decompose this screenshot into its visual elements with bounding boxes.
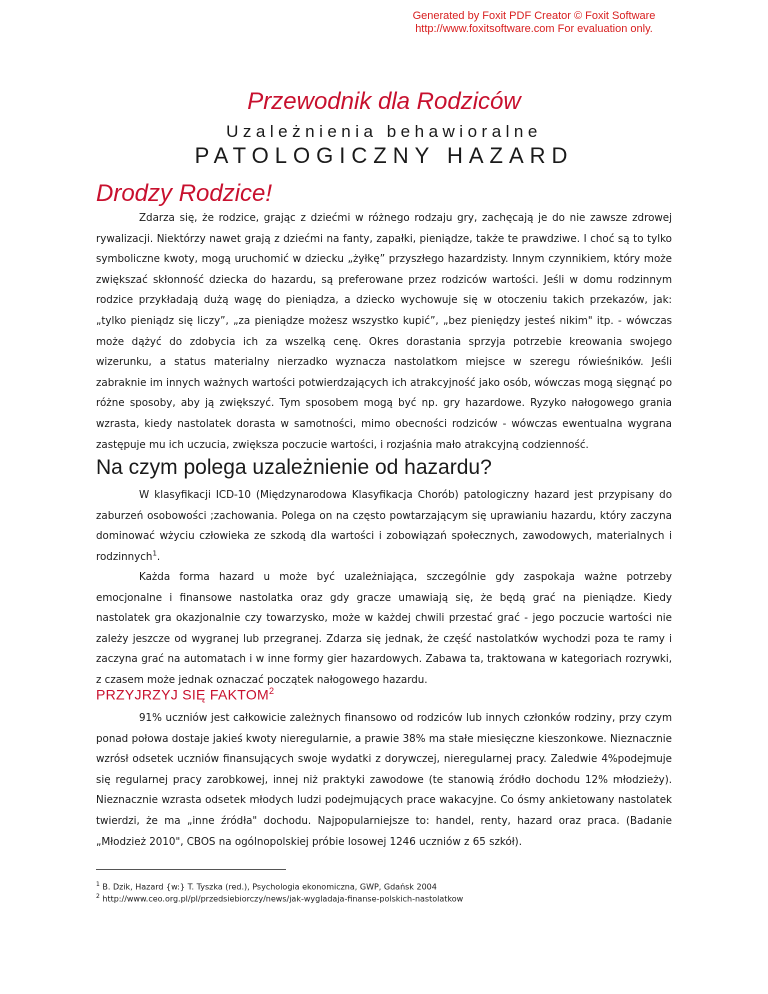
footnote-1-number: 1	[96, 881, 100, 888]
addiction-paragraph-1-end: .	[156, 550, 161, 563]
footnote-divider	[96, 869, 286, 870]
footnote-1-text: B. Dzik, Hazard {w:} T. Tyszka (red.), Psychologia ekonomiczna, GWP, Gdańsk 2004	[102, 882, 437, 892]
section-heading-dear-parents: Drodzy Rodzice!	[96, 180, 273, 207]
facts-heading-text: PRZYJRZYJ SIĘ FAKTOM	[96, 686, 269, 703]
intro-paragraph: Zdarza się, że rodzice, grając z dziećmi w różnego rodzaju gry, zachęcają je do nie zawsze zdrowej rywalizacji. Niektórzy nawet grają z dziećmi na fanty, zapałki, pieniądze, także te prawdziwe. I choć są to tylko symboliczne kwoty, mogą uruchomić w dziecku „żyłkę” przyszłego hazardzisty. Innym czynnikiem, który może zwiększać skłonność dziecka do hazardu, są preferowane przez rodziców wartości. Jeśli w domu rodzinnym rodzice przykładają dużą wagę do pieniądza, a dziecko wychowuje się w otoczeniu takich przekazów, jak: „tylko pieniądz się liczy”, „za pieniądze możesz wszystko kupić”, „bez pieniędzy jesteś nikim" itp. - wówczas może dążyć do zdobycia ich za wszelką cenę. Okres dorastania sprzyja potrzebie kreowania swojego wizerunku, a status materialny nierzadko wyznacza nastolatkom miejsce w szeregu rówieśników. Jeśli zabraknie im innych ważnych wartości potwierdzających ich atrakcyjność jako osób, wówczas mogą sięgnąć po różne sposoby, aby ją zwiększyć. Tym sposobem mogą być np. gry hazardowe. Ryzyko nałogowego grania wzrasta, kiedy nastolatek dorasta w samotności, mimo obecności rodziców - wówczas ewentualna wygrana zastępuje mu ich uczucia, zwiększa poczucie wartości, i rozjaśnia mało atrakcyjną codzienność.	[96, 212, 672, 451]
footnote-ref-2[interactable]: 2	[269, 686, 275, 696]
footnote-2-link[interactable]: http://www.ceo.org.pl/pl/przedsiebiorczy/news/jak-wygladaja-finanse-polskich-nastolatkow	[102, 894, 464, 904]
page-subtitle: Uzależnienia behawioralne	[226, 122, 542, 141]
main-topic-title: PATOLOGICZNY HAZARD	[194, 143, 574, 168]
section-heading-addiction: Na czym polega uzależnienie od hazardu?	[96, 456, 492, 479]
footnote-ref-1[interactable]: 1	[152, 549, 157, 558]
watermark	[384, 10, 684, 36]
page-title: Przewodnik dla Rodziców	[247, 88, 521, 115]
watermark-line-2: http://www.foxitsoftware.com For evaluation only.	[415, 23, 653, 35]
addiction-paragraph-2: Każda forma hazard u może być uzależniająca, szczególnie gdy zaspokaja ważne potrzeby emocjonalne i finansowe nastolatka oraz gdy gracze umawiają się, że będą grać na pieniądze. Kiedy nastolatek gra okazjonalnie czy towarzysko, może w każdej chwili przestać grać - jego poczucie wartości nie zależy jeszcze od wygranej lub przegranej. Zdarza się jednak, że część nastolatków wychodzi poza te ramy i zaczyna grać na automatach i w inne formy gier hazardowych. Zabawa ta, traktowana w kategoriach rozrywki, z czasem może jednak oznaczać początek nałogowego hazardu.	[96, 571, 672, 686]
addiction-paragraph-1-text: W klasyfikacji ICD-10 (Międzynarodowa Klasyfikacja Chorób) patologiczny hazard jest przypisany do zaburzeń osobowości ;zachowania. Polega on na często powtarzającym się uprawianiu hazardu, który zaczyna dominować wżyciu człowieka ze szkodą dla wartości i zobowiązań społecznych, zawodowych, materialnych i rodzinnych	[96, 489, 672, 563]
addiction-paragraph-1	[96, 485, 672, 567]
watermark-line-1: Generated by Foxit PDF Creator © Foxit Software	[412, 10, 656, 22]
footnote-1	[96, 880, 437, 893]
section-heading-facts	[96, 686, 274, 703]
facts-paragraph: 91% uczniów jest całkowicie zależnych finansowo od rodziców lub innych członków rodziny, przy czym ponad połowa dostaje jakieś kwoty nieregularnie, a prawie 38% ma stałe miesięczne kieszonkowe. Nieznacznie wzrósł odsetek uczniów finansujących swoje wydatki z dorywczej, nieregularnej pracy. Zaledwie 4%podejmuje się regularnej pracy zarobkowej, innej niż praktyki zawodowe (te stanowią źródło dochodu 12% młodzieży). Nieznacznie wzrasta odsetek młodych ludzi podejmujących prace wakacyjne. Co ósmy ankietowany nastolatek twierdzi, że ma „inne źródła" dochodu. Najpopularniejsze to: handel, renty, hazard oraz praca. (Badanie „Młodzież 2010", CBOS na ogólnopolskiej próbie losowej 1246 uczniów z 65 szkół).	[96, 712, 672, 848]
footnote-2-number: 2	[96, 893, 100, 900]
footnote-2	[96, 892, 463, 905]
